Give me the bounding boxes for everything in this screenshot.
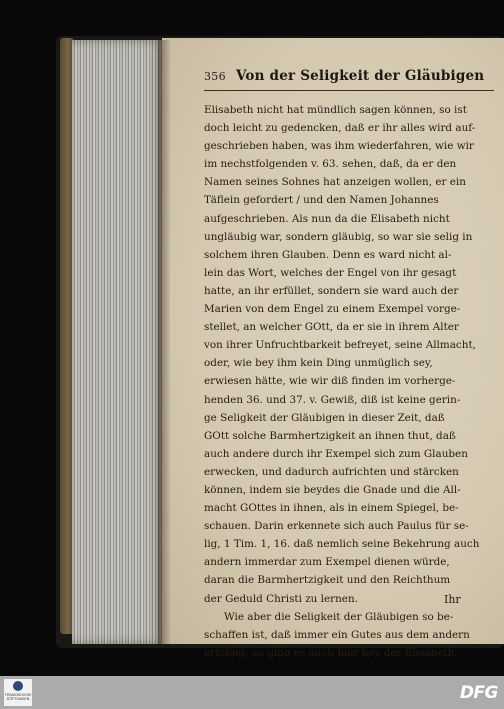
running-head: Von der Seligkeit der Gläubigen: [236, 68, 485, 84]
text-line: aufgeschrieben. Als nun da die Elisabeth nicht: [204, 212, 450, 225]
text-line: Elisabeth nicht hat mündlich sagen können, so ist: [204, 104, 467, 116]
franckesche-stiftungen-logo[interactable]: [4, 679, 32, 706]
logo-emblem-icon: [13, 681, 23, 691]
text-line: oder, wie bey ihm kein Ding unmüglich sey,: [204, 357, 433, 370]
text-line: andern immerdar zum Exempel dienen würde,: [204, 556, 450, 569]
catchword: Ihr: [444, 593, 461, 606]
text-line: stellet, an welcher GOtt, da er sie in ihrem Alter: [204, 321, 459, 334]
viewer-footer-bar: [0, 676, 504, 709]
text-line: können, indem sie beydes die Gnade und die All-: [204, 483, 461, 496]
page-gutter-shadow: [158, 40, 170, 644]
dfg-logo[interactable]: DFG: [459, 683, 498, 703]
page-header: [204, 68, 504, 90]
page-number: 356: [204, 70, 226, 83]
text-line: lein das Wort, welches der Engel von ihr gesagt: [204, 266, 457, 279]
text-line: schaffen ist, daß immer ein Gutes aus dem andern: [204, 628, 470, 641]
text-line: im nechstfolgenden v. 63. sehen, daß, da er den: [204, 158, 457, 171]
text-line: doch leicht zu gedencken, daß er ihr alles wird auf-: [204, 122, 476, 135]
text-line: der Geduld Christi zu lernen.: [204, 592, 358, 605]
text-line: macht GOttes in ihnen, als in einem Spiegel, be-: [204, 502, 459, 515]
text-line: hatte, an ihr erfüllet, sondern sie ward auch der: [204, 284, 459, 297]
text-line: Wie aber die Seligkeit der Gläubigen so be-: [224, 610, 454, 623]
text-line: solchem ihren Glauben. Denn es ward nicht al-: [204, 248, 452, 261]
logo-text: FRANCKESCHE STIFTUNGEN: [5, 693, 32, 701]
text-line: henden 36. und 37. v. Gewiß, diß ist keine gerin-: [204, 393, 461, 406]
text-line: Namen seines Sohnes hat anzeigen wollen, er ein: [204, 176, 466, 189]
text-line: GOtt solche Barmhertzigkeit an ihnen thut, daß: [204, 429, 456, 442]
text-line: Marien von dem Engel zu einem Exempel vorge-: [204, 303, 461, 316]
page-fore-edge: [72, 40, 164, 644]
text-line: ge Seligkeit der Gläubigen in dieser Zeit, daß: [204, 411, 445, 424]
text-line: daran die Barmhertzigkeit und den Reichthum: [204, 574, 451, 587]
text-line: erwecken, und dadurch aufrichten und stärcken: [204, 465, 459, 478]
header-rule: [204, 90, 494, 91]
text-line: erwiesen hätte, wie wir diß finden im vorherge-: [204, 375, 456, 388]
book-page: [162, 38, 504, 659]
text-line: ungläubig war, sondern gläubig, so war sie selig in: [204, 230, 473, 243]
text-line: geschrieben haben, was ihm wiederfahren, wie wir: [204, 140, 474, 153]
text-line: erfolget; so ging es auch hier bey der Elisabeth.: [204, 646, 458, 659]
text-line: auch andere durch ihr Exempel sich zum Glauben: [204, 447, 468, 460]
text-line: lig, 1 Tim. 1, 16. daß nemlich seine Bekehrung auch: [204, 538, 480, 551]
text-line: von ihrer Unfruchtbarkeit befreyet, seine Allmacht,: [204, 339, 476, 352]
text-line: schauen. Darin erkennete sich auch Paulus für se-: [204, 520, 469, 533]
text-line: Täflein gefordert / und den Namen Johannes: [204, 194, 439, 207]
body-text: [204, 101, 492, 662]
